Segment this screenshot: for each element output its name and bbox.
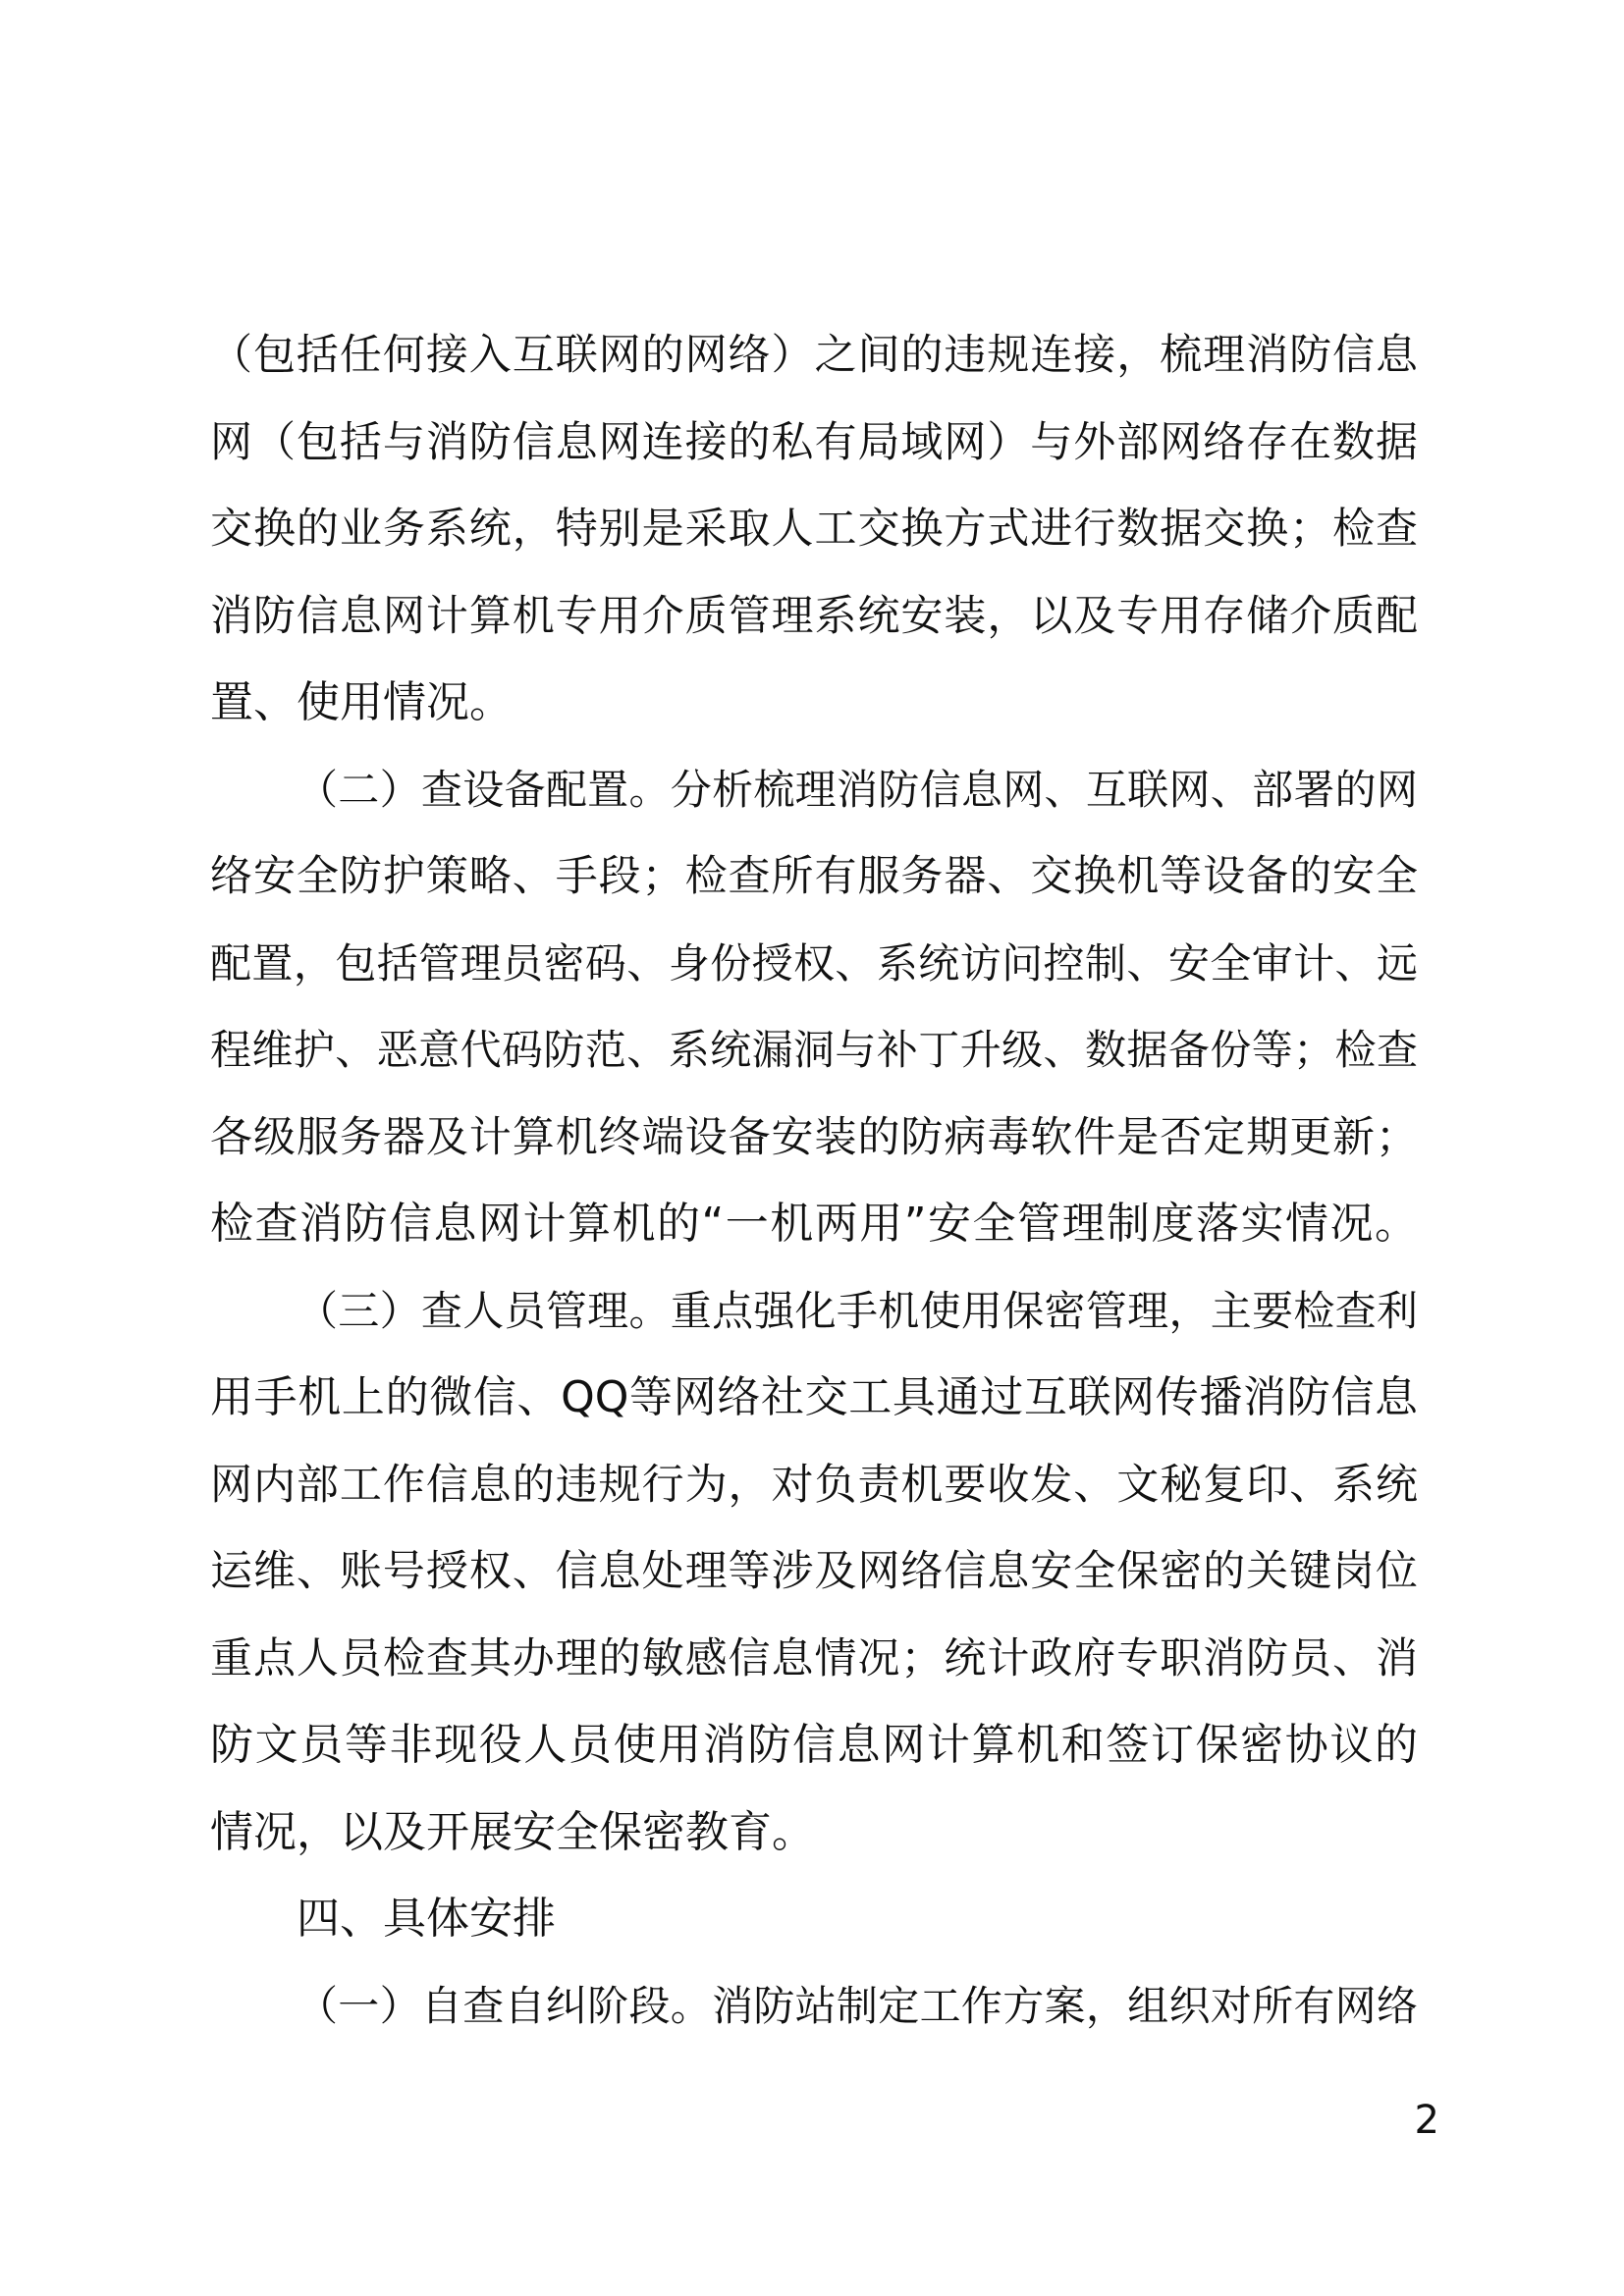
- section-heading: 四、具体安排: [297, 1894, 556, 1944]
- text-line: （包括任何接入互联网的网络）之间的违规连接，梳理消防信息: [210, 331, 1418, 380]
- page-number: 2: [1414, 2098, 1439, 2143]
- text-line: 网内部工作信息的违规行为，对负责机要收发、文秘复印、系统: [210, 1460, 1418, 1510]
- text-line: （一）自查自纠阶段。消防站制定工作方案，组织对所有网络: [297, 1981, 1418, 2030]
- text-line: 置、使用情况。: [210, 677, 513, 727]
- text-line: 消防信息网计算机专用介质管理系统安装，以及专用存储介质配: [210, 591, 1418, 641]
- text-line: （三）查人员管理。重点强化手机使用保密管理，主要检查利: [297, 1286, 1418, 1335]
- text-line: （二）查设备配置。分析梳理消防信息网、互联网、部署的网: [297, 765, 1418, 814]
- document-body: [210, 312, 1418, 2050]
- text-line: 检查消防信息网计算机的“一机两用”安全管理制度落实情况。: [210, 1199, 1418, 1249]
- text-line: 防文员等非现役人员使用消防信息网计算机和签订保密协议的: [210, 1720, 1418, 1770]
- text-line: 情况，以及开展安全保密教育。: [210, 1806, 815, 1857]
- text-line: 重点人员检查其办理的敏感信息情况；统计政府专职消防员、消: [210, 1633, 1418, 1683]
- text-line: 配置，包括管理员密码、身份授权、系统访问控制、安全审计、远: [210, 938, 1418, 988]
- text-line: 运维、账号授权、信息处理等涉及网络信息安全保密的关键岗位: [210, 1547, 1418, 1596]
- text-line: 各级服务器及计算机终端设备安装的防病毒软件是否定期更新；: [210, 1112, 1418, 1162]
- text-line: 交换的业务系统，特别是采取人工交换方式进行数据交换；检查: [210, 505, 1418, 554]
- text-line: 网（包括与消防信息网连接的私有局域网）与外部网络存在数据: [210, 417, 1418, 467]
- text-line: 用手机上的微信、QQ等网络社交工具通过互联网传播消防信息: [210, 1372, 1418, 1422]
- text-line: 络安全防护策略、手段；检查所有服务器、交换机等设备的安全: [210, 852, 1418, 901]
- text-line: 程维护、恶意代码防范、系统漏洞与补丁升级、数据备份等；检查: [210, 1026, 1418, 1074]
